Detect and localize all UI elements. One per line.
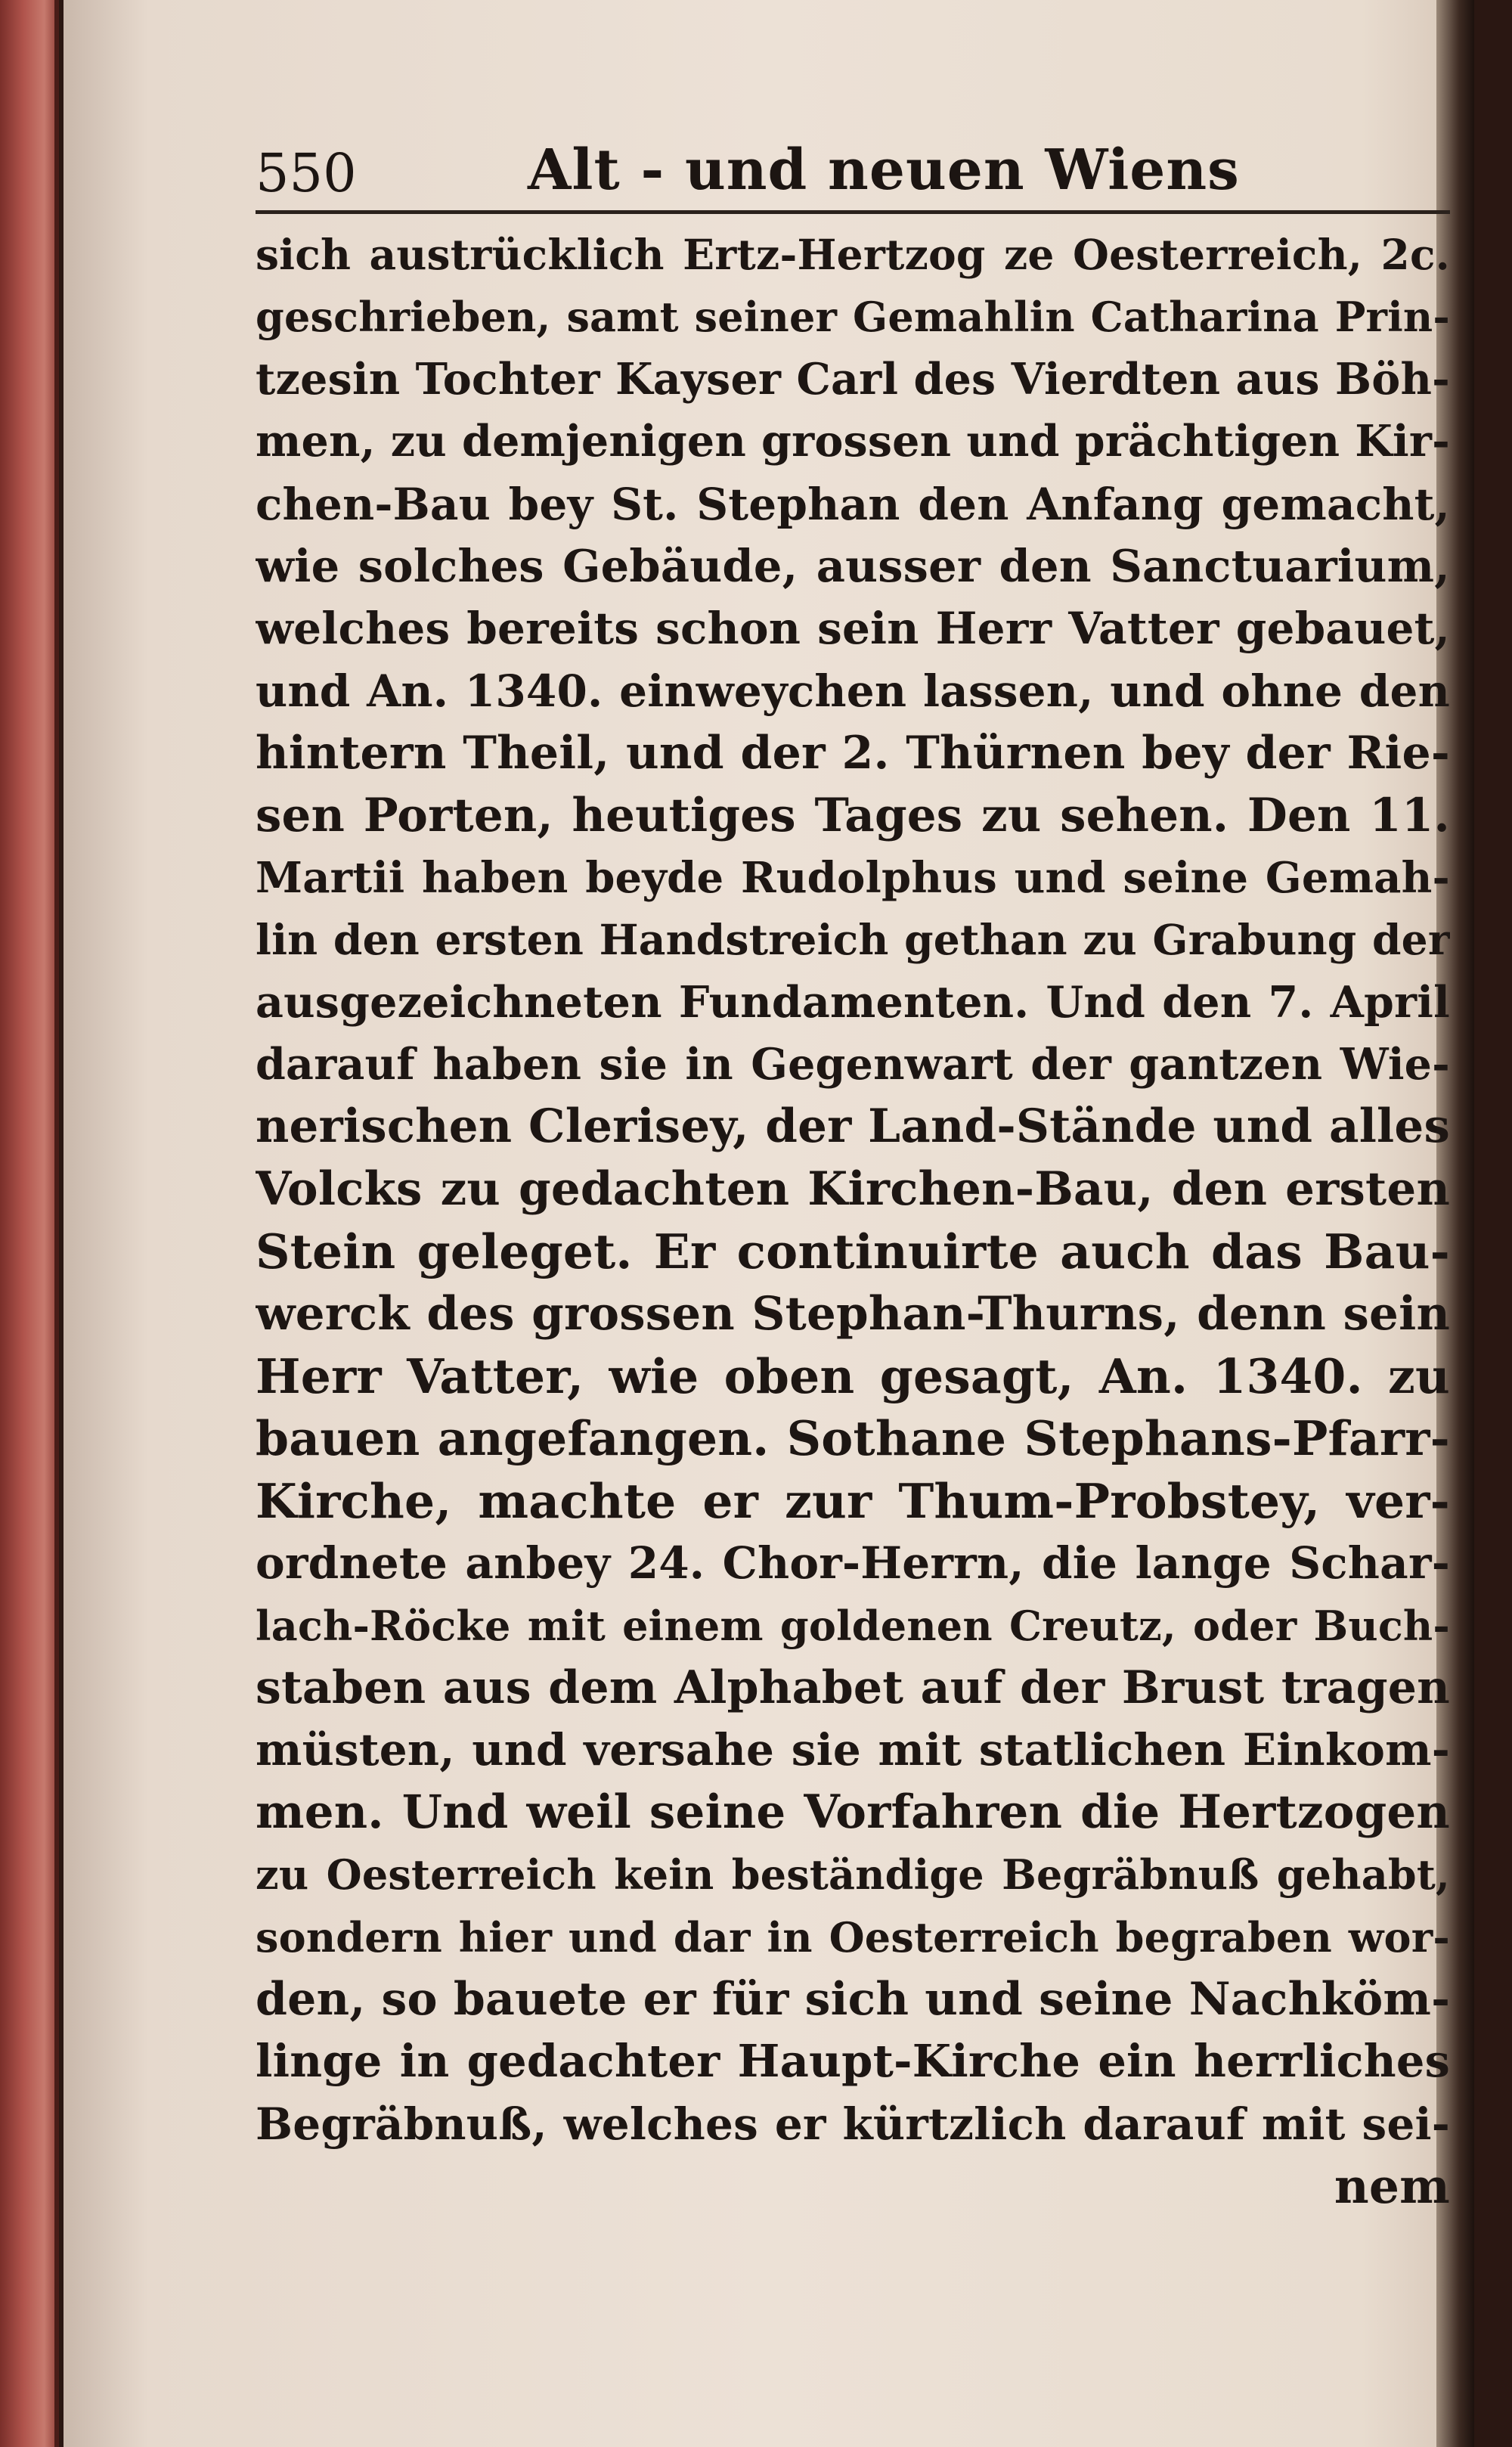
text-line: men, zu demjenigen grossen und prächtigen Kir- (256, 416, 1450, 467)
text-line: Herr Vatter, wie oben gesagt, An. 1340. zu (256, 1348, 1450, 1405)
page-header (256, 135, 1458, 218)
text-line: wie solches Gebäude, ausser den Sanctuarium, (256, 539, 1450, 592)
text-line: linge in gedachter Haupt-Kirche ein herrliches (256, 2035, 1450, 2088)
text-line: ordnete anbey 24. Chor-Herrn, die lange Schar- (256, 1537, 1450, 1589)
catchword: nem (1334, 2158, 1450, 2215)
text-line: Begräbnuß, welches er kürtzlich darauf mit sei- (256, 2098, 1450, 2150)
text-line: welches bereits schon sein Herr Vatter gebauet, (256, 603, 1450, 655)
text-line: den, so bauete er für sich und seine Nachköm- (256, 1972, 1450, 2026)
text-line: sondern hier und dar in Oesterreich begraben wor- (256, 1912, 1450, 1962)
text-line: zu Oesterreich kein beständige Begräbnuß gehabt, (256, 1850, 1450, 1900)
header-rule (256, 210, 1450, 214)
text-line: chen-Bau bey St. Stephan den Anfang gemacht, (256, 478, 1450, 530)
text-line: darauf haben sie in Gegenwart der gantzen Wie- (256, 1039, 1450, 1090)
text-line: Martii haben beyde Rudolphus und seine Gemah- (256, 852, 1450, 903)
text-line: Kirche, machte er zur Thum-Probstey, ver- (256, 1472, 1450, 1529)
body-text (256, 224, 1450, 2218)
text-line: ausgezeichneten Fundamenten. Und den 7. April (256, 976, 1450, 1028)
text-line: werck des grossen Stephan-Thurns, denn sein (256, 1286, 1450, 1341)
text-line: sich austrücklich Ertz-Hertzog ze Oesterreich, 2c. (256, 230, 1450, 279)
text-line: Stein geleget. Er continuirte auch das Bau- (256, 1224, 1450, 1280)
book-edge (0, 0, 59, 2447)
text-line: müsten, und versahe sie mit statlichen Einkom- (256, 1724, 1450, 1776)
text-line: bauen angefangen. Sothane Stephans-Pfarr- (256, 1410, 1450, 1467)
text-line: staben aus dem Alphabet auf der Brust tragen (256, 1661, 1450, 1714)
running-title: Alt - und neuen Wiens (528, 138, 1240, 203)
text-line: lin den ersten Handstreich gethan zu Grabung der (256, 915, 1450, 965)
text-line: lach-Röcke mit einem goldenen Creutz, oder Buch- (256, 1601, 1450, 1650)
text-line: sen Porten, heutiges Tages zu sehen. Den 11. (256, 788, 1450, 842)
text-line: nerischen Clerisey, der Land-Stände und alles (256, 1099, 1450, 1154)
text-line: und An. 1340. einweychen lassen, und ohne den (256, 665, 1450, 717)
page-number: 550 (256, 142, 357, 204)
text-line: geschrieben, samt seiner Gemahlin Catharina Prin- (256, 293, 1450, 342)
text-line: men. Und weil seine Vorfahren die Hertzogen (256, 1785, 1450, 1839)
text-line: hintern Theil, und der 2. Thürnen bey der Rie- (256, 727, 1450, 780)
text-line: Volcks zu gedachten Kirchen-Bau, den ersten (256, 1161, 1450, 1216)
text-line: tzesin Tochter Kayser Carl des Vierdten aus Böh- (256, 353, 1450, 405)
